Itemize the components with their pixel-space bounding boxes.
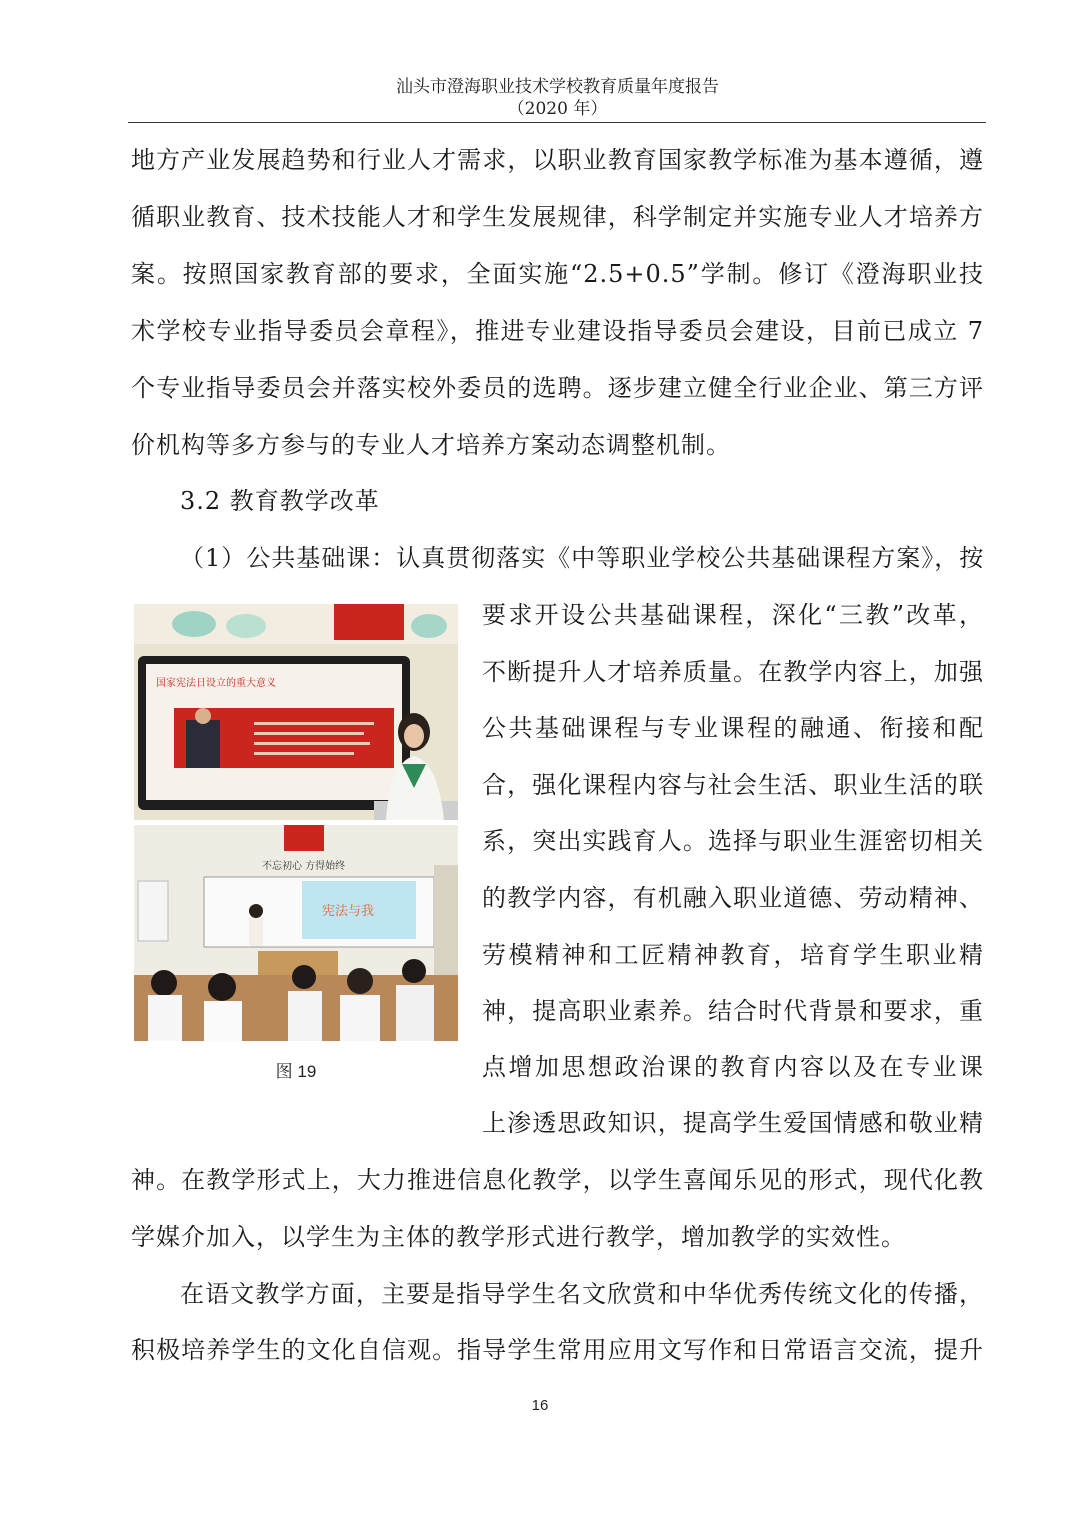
- wrap-line-10: 上渗透思政知识，提高学生爱国情感和敬业精: [482, 1109, 984, 1137]
- report-year: （2020 年）: [507, 99, 608, 119]
- projected-slide-title: 宪法与我: [322, 904, 375, 919]
- body-line-22: 积极培养学生的文化自信观。指导学生常用应用文写作和日常语言交流，提升: [131, 1336, 984, 1364]
- report-title: 汕头市澄海职业技术学校教育质量年度报告: [396, 77, 719, 97]
- wrap-line-6: 的教学内容，有机融入职业道德、劳动精神、: [482, 884, 984, 912]
- body-line-20: 学媒介加入，以学生为主体的教学形式进行教学，增加教学的实效性。: [131, 1223, 906, 1251]
- body-line-3: 案。按照国家教育部的要求，全面实施“2.5+0.5”学制。修订《澄海职业技: [131, 260, 984, 288]
- body-line-6: 价机构等多方参与的专业人才培养方案动态调整机制。: [131, 431, 731, 459]
- body-line-8: （1）公共基础课：认真贯彻落实《中等职业学校公共基础课程方案》，按: [180, 544, 985, 572]
- classroom-photo-2: [134, 825, 458, 1041]
- body-line-1: 地方产业发展趋势和行业人才需求，以职业教育国家教学标准为基本遵循，遵: [131, 146, 984, 174]
- wrap-line-8: 神，提高职业素养。结合时代背景和要求，重: [482, 997, 984, 1025]
- slide-title: 国家宪法日设立的重大意义: [156, 678, 276, 689]
- header-divider: [128, 122, 986, 123]
- body-line-21: 在语文教学方面，主要是指导学生名文欣赏和中华优秀传统文化的传播，: [180, 1280, 984, 1308]
- wrap-line-5: 系，突出实践育人。选择与职业生涯密切相关: [482, 827, 984, 855]
- classroom-banner: 不忘初心 方得始终: [262, 861, 346, 872]
- wrap-line-1: 要求开设公共基础课程，深化“三教”改革，: [482, 601, 984, 629]
- body-line-5: 个专业指导委员会并落实校外委员的选聘。逐步建立健全行业企业、第三方评: [131, 374, 984, 402]
- wrap-line-7: 劳模精神和工匠精神教育，培育学生职业精: [482, 941, 984, 969]
- section-heading: 3.2 教育教学改革: [180, 487, 380, 515]
- wrap-line-2: 不断提升人才培养质量。在教学内容上，加强: [482, 658, 984, 686]
- page-number: 16: [531, 1397, 549, 1414]
- body-line-2: 循职业教育、技术技能人才和学生发展规律，科学制定并实施专业人才培养方: [131, 203, 984, 231]
- running-header: [130, 76, 985, 120]
- wrap-line-9: 点增加思想政治课的教育内容以及在专业课: [482, 1053, 984, 1081]
- body-line-19: 神。在教学形式上，大力推进信息化教学，以学生喜闻乐见的形式，现代化教: [131, 1166, 984, 1194]
- classroom-photo-1: [134, 604, 458, 820]
- body-line-4: 术学校专业指导委员会章程》，推进专业建设指导委员会建设，目前已成立 7: [131, 317, 984, 345]
- wrap-line-3: 公共基础课程与专业课程的融通、衔接和配: [482, 714, 984, 742]
- wrap-line-4: 合，强化课程内容与社会生活、职业生活的联: [482, 771, 984, 799]
- figure-caption: 图 19: [275, 1062, 317, 1081]
